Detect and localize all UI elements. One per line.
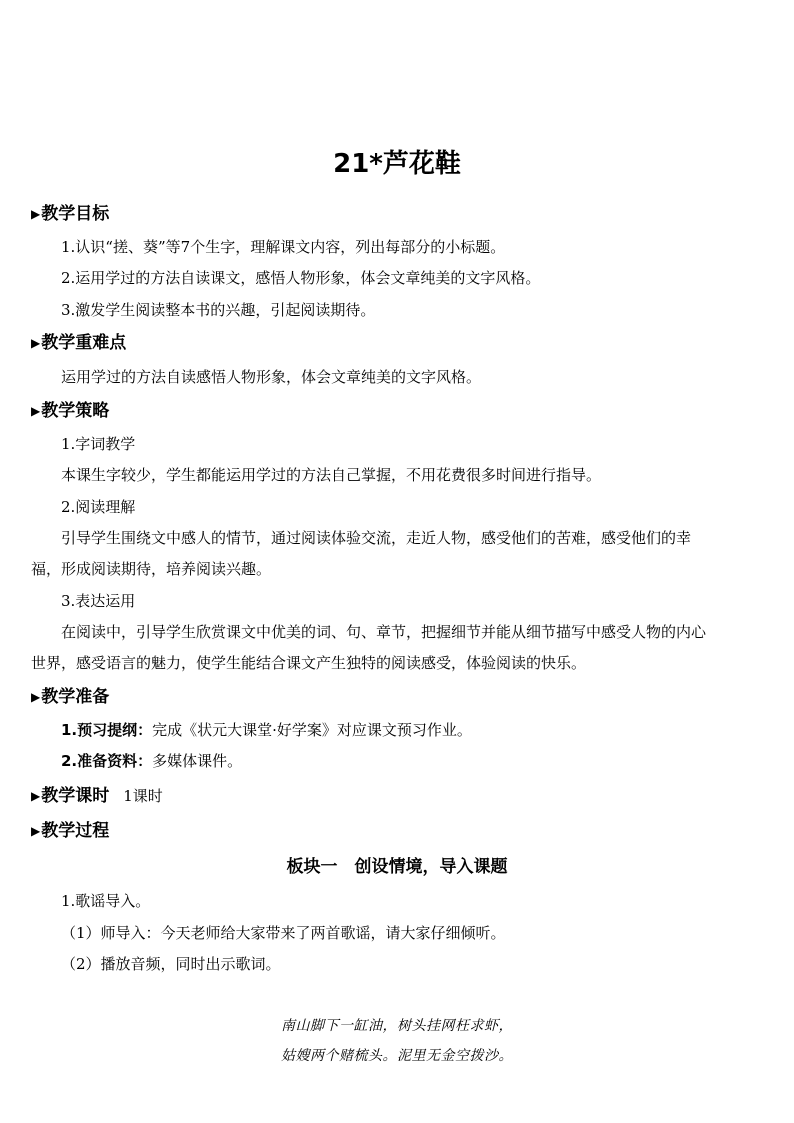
preparation-item-1-label: 1.预习提纲： xyxy=(61,721,153,739)
strategy-2-line-1: 引导学生围绕文中感人的情节，通过阅读体验交流，走近人物，感受他们的苦难，感受他们的幸 xyxy=(61,529,692,547)
right-triangle-icon: ▶ xyxy=(31,336,41,350)
goal-item-3: 3.激发学生阅读整本书的兴趣，引起阅读期待。 xyxy=(61,301,376,319)
preparation-item-1-text: 完成《状元大课堂·好学案》对应课文预习作业。 xyxy=(152,721,472,739)
strategy-2-line-2: 福，形成阅读期待，培养阅读兴趣。 xyxy=(31,560,272,578)
process-step-1: 1.歌谣导入。 xyxy=(61,892,151,910)
process-step-1a: （1）师导入：今天老师给大家带来了两首歌谣，请大家仔细倾听。 xyxy=(61,924,506,942)
strategy-1-text: 本课生字较少，学生都能运用学过的方法自己掌握，不用花费很多时间进行指导。 xyxy=(61,466,602,484)
strategy-1-title: 1.字词教学 xyxy=(61,435,136,453)
strategy-3-title: 3.表达运用 xyxy=(61,592,136,610)
strategy-heading xyxy=(31,400,109,422)
page-title: 21*芦花鞋 xyxy=(333,149,461,179)
right-triangle-icon: ▶ xyxy=(31,690,41,704)
right-triangle-icon: ▶ xyxy=(31,824,41,838)
goal-item-1: 1.认识“搓、葵”等7个生字，理解课文内容，列出每部分的小标题。 xyxy=(61,238,506,256)
process-heading-label: 教学过程 xyxy=(41,821,110,841)
preparation-item-1 xyxy=(61,720,472,740)
right-triangle-icon: ▶ xyxy=(31,404,41,418)
process-step-1b: （2）播放音频，同时出示歌词。 xyxy=(61,955,281,973)
preparation-heading-label: 教学准备 xyxy=(41,687,110,707)
strategy-heading-label: 教学策略 xyxy=(41,401,110,421)
strategy-2-title: 2.阅读理解 xyxy=(61,498,136,516)
goals-heading-label: 教学目标 xyxy=(41,204,110,224)
strategy-3-line-2: 世界，感受语言的魅力，使学生能结合课文产生独特的阅读感受，体验阅读的快乐。 xyxy=(31,654,587,672)
process-heading xyxy=(31,820,109,842)
right-triangle-icon: ▶ xyxy=(31,789,41,803)
hours-heading xyxy=(31,785,163,807)
hours-value: 1课时 xyxy=(123,787,163,805)
preparation-item-2-text: 多媒体课件。 xyxy=(152,752,243,770)
key-points-text: 运用学过的方法自读感悟人物形象，体会文章纯美的文字风格。 xyxy=(61,368,482,386)
preparation-item-2-label: 2.准备资料： xyxy=(61,752,153,770)
preparation-item-2 xyxy=(61,751,242,771)
hours-heading-label: 教学课时 xyxy=(41,786,110,806)
section-title: 板块一 创设情境，导入课题 xyxy=(286,857,508,877)
poem-line-1: 南山脚下一缸油，树头挂网枉求虾， xyxy=(281,1018,513,1034)
strategy-3-line-1: 在阅读中，引导学生欣赏课文中优美的词、句、章节，把握细节并能从细节描写中感受人物的内心 xyxy=(61,623,707,641)
key-points-heading xyxy=(31,332,126,354)
preparation-heading xyxy=(31,686,109,708)
goal-item-2: 2.运用学过的方法自读课文，感悟人物形象，体会文章纯美的文字风格。 xyxy=(61,269,541,287)
right-triangle-icon: ▶ xyxy=(31,207,41,221)
poem-line-2: 姑嫂两个赌梳头。泥里无金空拨沙。 xyxy=(281,1048,513,1064)
key-points-heading-label: 教学重难点 xyxy=(41,333,127,353)
goals-heading xyxy=(31,203,109,225)
